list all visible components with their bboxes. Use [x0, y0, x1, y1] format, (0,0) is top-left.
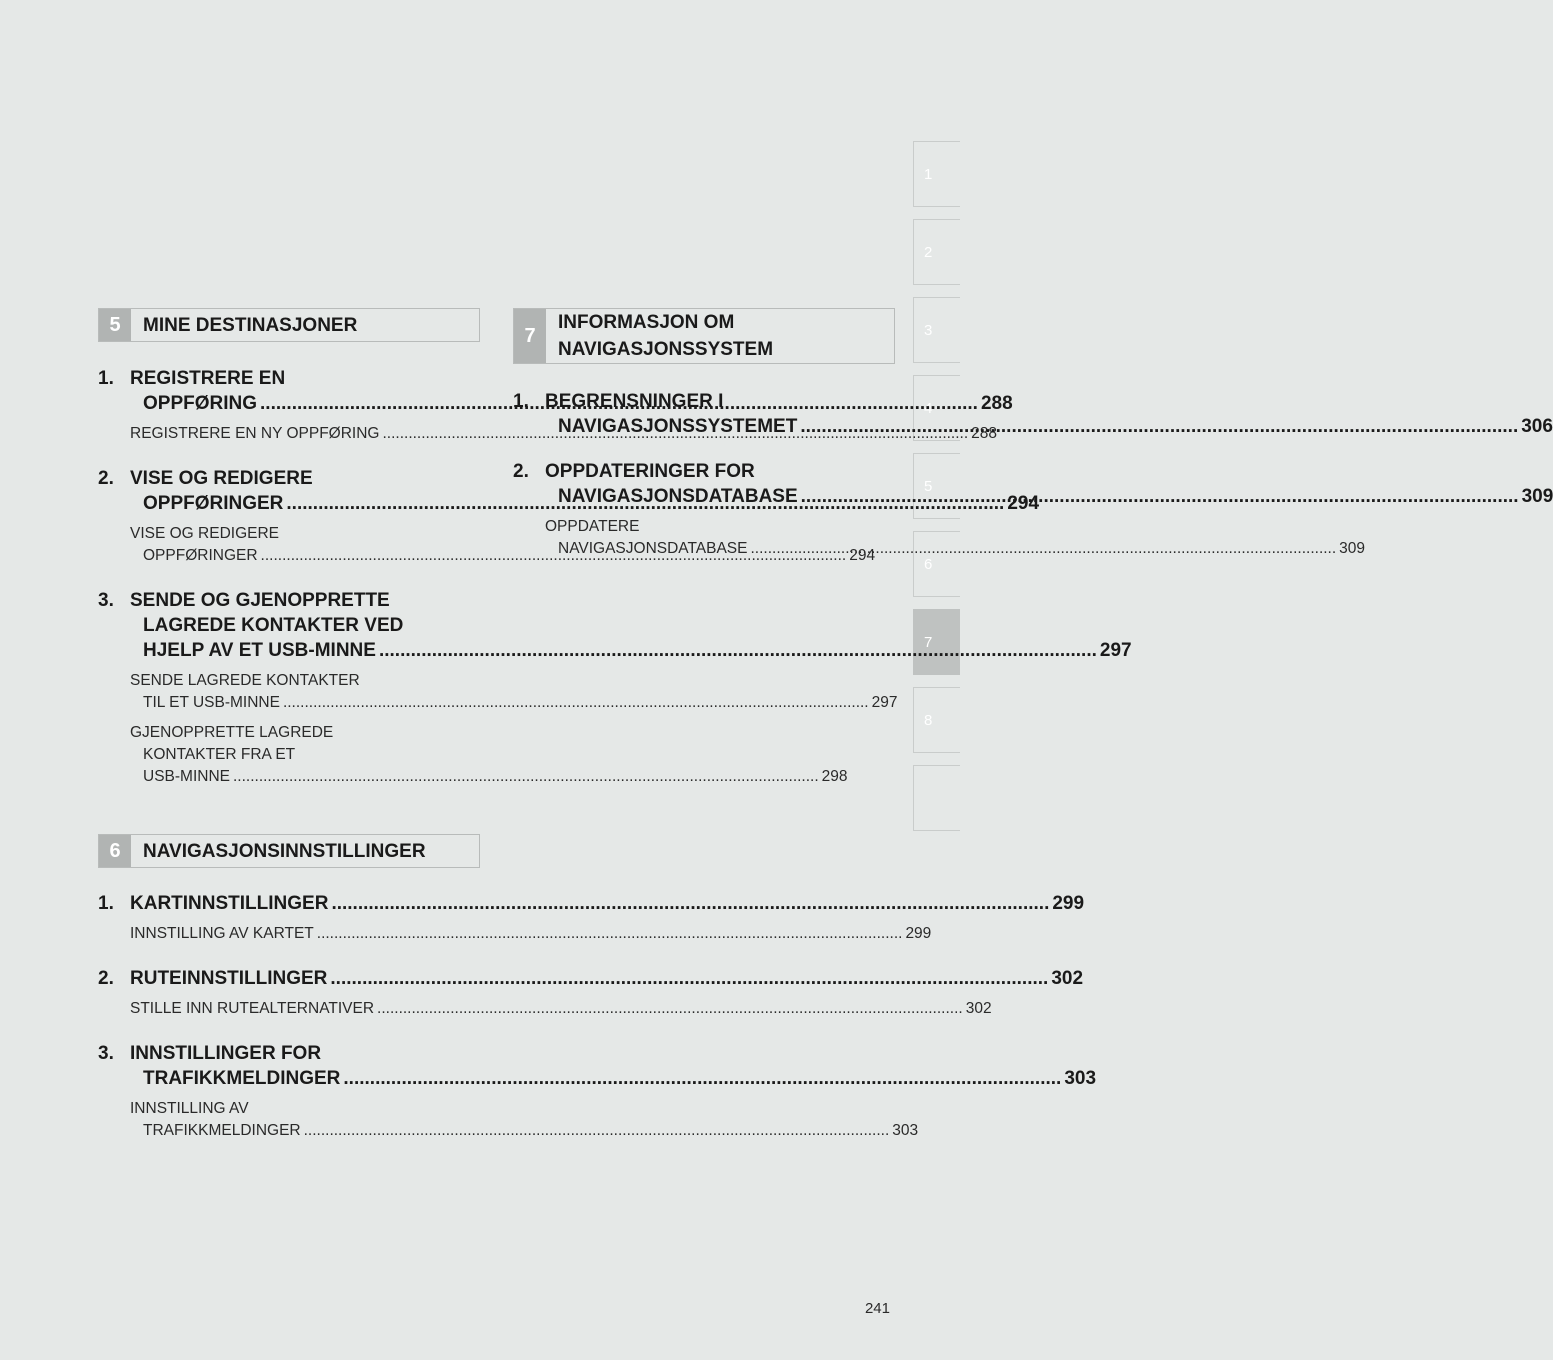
toc-entry[interactable]: 1. REGISTRERE EN OPPFØRING ..... 288 REGISTRERE EN NY OPPFØRING ..... 288 [98, 366, 480, 445]
page-number: 306 [1521, 416, 1553, 437]
toc-entry[interactable]: 2. VISE OG REDIGERE OPPFØRINGER ..... 294 VISE OG REDIGERE OPPFØRINGER ..... 294 [98, 466, 480, 567]
toc-entry[interactable]: 3. SENDE OG GJENOPPRETTE LAGREDE KONTAKTER VED HJELP AV ET USB-MINNE ..... 297 SENDE LAGREDE KONTAKTER TIL ET USB-MINNE ..... 297 GJENOPPRETTE LAGREDE KONTAKTER FRA ET USB-MINNE ..... 298 [98, 588, 480, 788]
toc-subentry[interactable]: OPPDATERE NAVIGASJONSDATABASE ..... 309 [545, 516, 895, 560]
toc-subentry[interactable]: INNSTILLING AV KARTET ..... 299 [130, 923, 480, 945]
section-number: 5 [99, 309, 131, 341]
chapter-tab-1[interactable]: 1 [913, 141, 960, 207]
page-number: 303 [1064, 1068, 1097, 1089]
toc-entry[interactable]: 1. BEGRENSNINGER I NAVIGASJONSSYSTEMET ..... 306 [513, 389, 895, 439]
page-number: 299 [1052, 893, 1085, 914]
toc-entry[interactable]: 2. OPPDATERINGER FOR NAVIGASJONSDATABASE ..... 309 OPPDATERE NAVIGASJONSDATABASE ..... 309 [513, 459, 895, 560]
chapter-tab-3[interactable]: 3 [913, 297, 960, 363]
page-number: 294 [1007, 493, 1040, 514]
section-title-line: INFORMASJON OM [558, 312, 735, 333]
section-number: 7 [514, 309, 546, 363]
toc-subentry[interactable]: INNSTILLING AV TRAFIKKMELDINGER ..... 303 [130, 1098, 480, 1142]
section-7-header [513, 308, 895, 364]
chapter-tab-blank[interactable] [913, 765, 960, 831]
chapter-tab-7[interactable]: 7 [913, 609, 960, 675]
section-5-header [98, 308, 480, 342]
page-number: 297 [1099, 640, 1132, 661]
page-number-footer: 241 [864, 1300, 890, 1317]
section-6-entries [98, 891, 1097, 1142]
page-number: 309 [1521, 486, 1553, 507]
section-title: NAVIGASJONSINNSTILLINGER [143, 840, 426, 862]
page-number: 288 [980, 393, 1013, 414]
toc-subentry[interactable]: STILLE INN RUTEALTERNATIVER ..... 302 [130, 998, 480, 1020]
toc-subentry[interactable]: REGISTRERE EN NY OPPFØRING ..... 288 [130, 423, 480, 445]
toc-entry[interactable]: 1. KARTINNSTILLINGER ..... 299 INNSTILLING AV KARTET ..... 299 [98, 891, 480, 945]
toc-subentry[interactable]: SENDE LAGREDE KONTAKTER TIL ET USB-MINNE ..... 297 [130, 670, 480, 714]
chapter-tab-4[interactable]: 4 [913, 375, 960, 441]
toc-entry[interactable]: 2. RUTEINNSTILLINGER ..... 302 STILLE INN RUTEALTERNATIVER ..... 302 [98, 966, 480, 1020]
section-title: MINE DESTINASJONER [143, 314, 358, 336]
chapter-tab-5[interactable]: 5 [913, 453, 960, 519]
chapter-tab-8[interactable]: 8 [913, 687, 960, 753]
toc-entry[interactable]: 3. INNSTILLINGER FOR TRAFIKKMELDINGER ..... 303 INNSTILLING AV TRAFIKKMELDINGER ..... 303 [98, 1041, 480, 1142]
toc-subentry[interactable]: VISE OG REDIGERE OPPFØRINGER ..... 294 [130, 523, 480, 567]
chapter-tab-6[interactable]: 6 [913, 531, 960, 597]
section-title-line: NAVIGASJONSSYSTEM [558, 339, 774, 360]
section-number: 6 [99, 835, 131, 867]
page-number: 302 [1051, 968, 1084, 989]
chapter-tab-2[interactable]: 2 [913, 219, 960, 285]
toc-subentry[interactable]: GJENOPPRETTE LAGREDE KONTAKTER FRA ET USB-MINNE ..... 298 [130, 722, 480, 788]
section-6-header [98, 834, 480, 868]
